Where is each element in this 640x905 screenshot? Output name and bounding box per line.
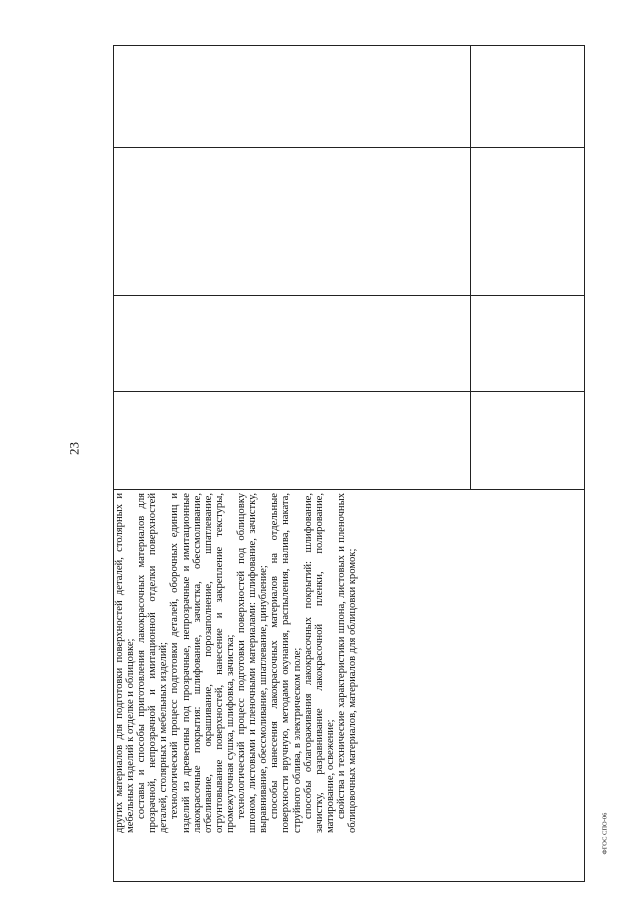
paragraph: технологический процесс подготовки поверхностей под облицовку шпоном, листовыми и пленочными материалами: шлифование, зачистку, выравнивание, обессмоливание, шпатлевание, цинубление;	[236, 493, 270, 833]
paragraph: других материалов для подготовки поверхностей деталей, столярных и мебельных изделий к отделке и облицовке;	[114, 493, 137, 833]
row-divider	[114, 147, 584, 148]
row-divider	[114, 295, 584, 296]
paragraph: свойства и технические характеристики шпона, листовых и пленочных облицовочных материалов, материалов для облицовки кромок;	[335, 493, 358, 833]
content-cell	[114, 489, 586, 837]
column-divider	[470, 46, 471, 489]
paragraph: технологический процесс подготовки деталей, оборочных единиц и изделий из древесины под прозрачные, непрозрачные и имитационные лакокрасочные покрытия: шлифование, зачистка, обессмоливание, отбеливание, окрашивание, порозаполнение, шпатлевание, огрунтовывание поверхностей, нанесение и закрепление текстуры, промежуточная сушка, шлифовка, зачистка;	[169, 493, 236, 833]
paragraph: способы облагораживания лакокрасочных покрытий: шлифование, зачистку, разравнивание лакокрасочной пленки, полирование, матирование, освежение;	[302, 493, 336, 833]
page-number: 23	[66, 442, 82, 455]
footer-code: ФГОС СПО-06	[601, 812, 609, 855]
row-divider	[114, 391, 584, 392]
content-text	[114, 489, 358, 837]
paragraph: способы нанесения лакокрасочных материалов на отдельные поверхности вручную, методами окунания, распыления, налива, наката, струйного облива, в электрическом поле;	[269, 493, 303, 833]
table-frame	[113, 45, 585, 882]
paragraph: составы и способы приготовления лакокрасочных материалов для прозрачной, непрозрачной и имитационной отделки поверхностей деталей, столярных и мебельных изделий;	[136, 493, 170, 833]
